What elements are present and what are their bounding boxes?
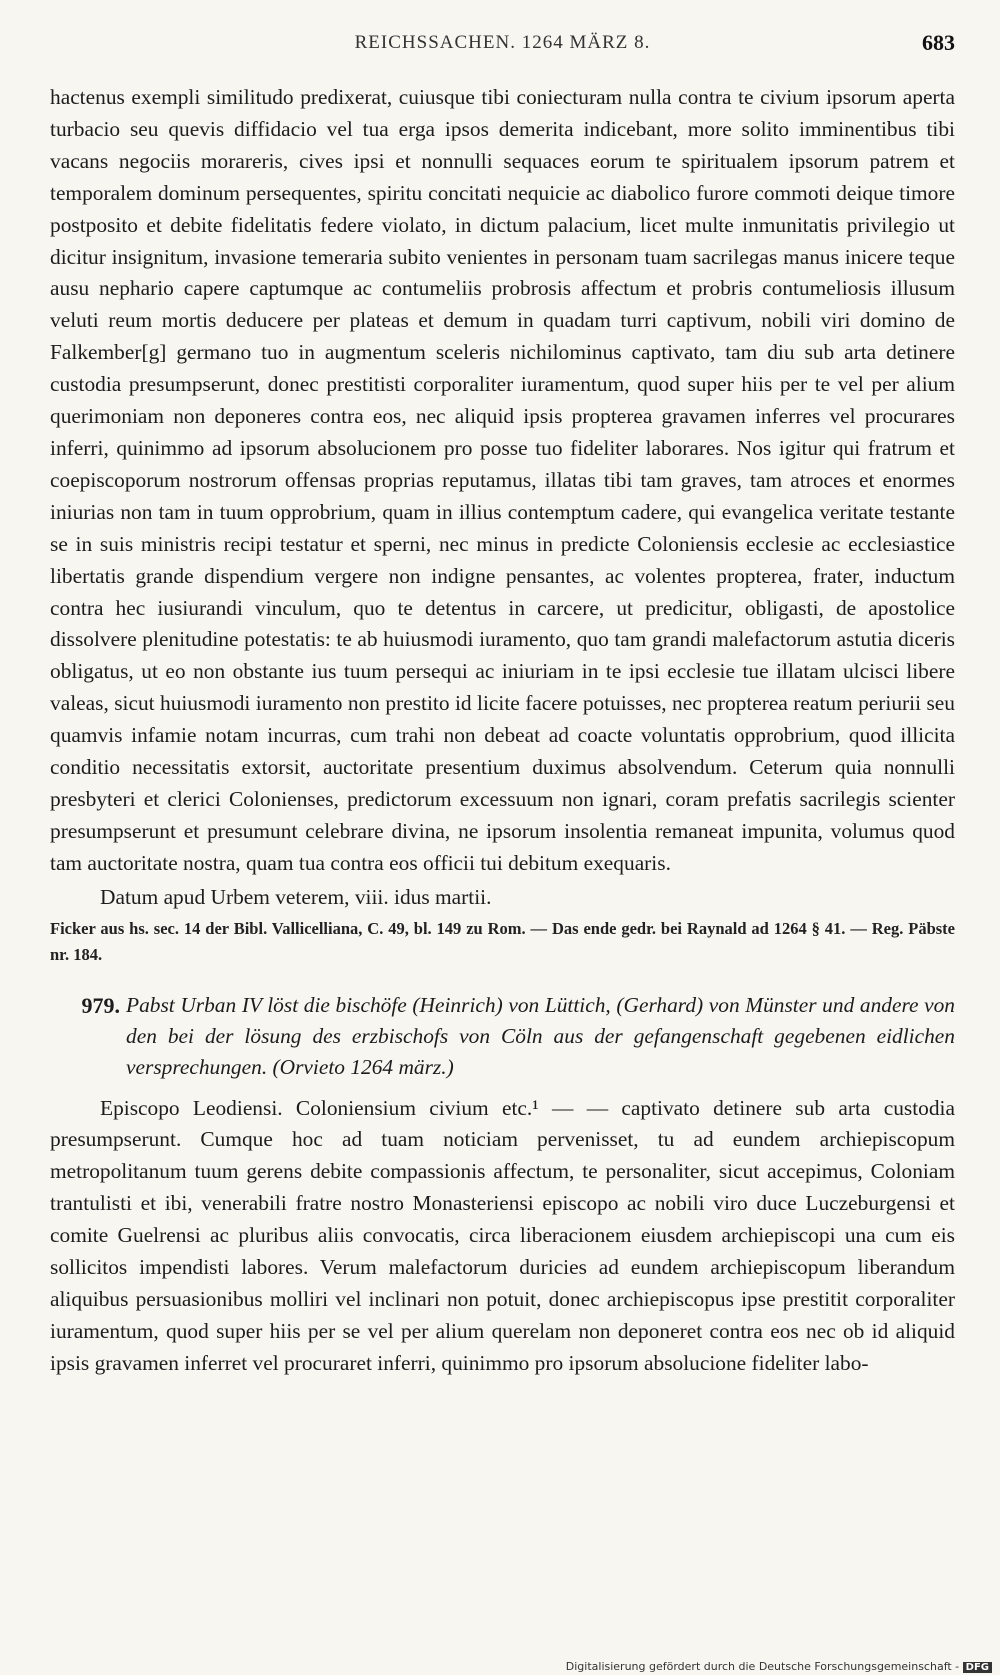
document-title: Pabst Urban IV löst die bischöfe (Heinrich) von Lüttich, (Gerhard) von Münster und andere von den bei der lösung des erzbischofs von Cöln aus der gefangenschaft gegebenen eidlichen versprechungen. (Orvieto 1264 märz.) xyxy=(126,992,955,1079)
document-978-continuation: hactenus exempli similitudo predixerat, cuiusque tibi coniecturam nulla contra te civium ipsorum aperta turbacio seu quevis diffidacio vel tua erga ipsos demerita indicebant, more solito imminentibus tibi vacans negociis morareris, cives ipsi et nonnulli sequaces eorum te spiritualem ipsorum patrem et temporalem dominum persequentes, spiritu concitati nequicie ac diabolico furore commoti deique timore postposito et debite fidelitatis federe violato, in dictum palacium, licet multe inmunitatis privilegio ut dicitur insignitum, invasione temeraria subito venientes in personam tuam sacrilegas manus inicere teque ausu nephario capere captumque ac contumeliis probrosis affectum et probris contumeliosis illusum veluti reum mortis deducere per plateas et demum in quadam turri captivum, nobili viri domino de Falkember[g] germano tuo in augmentum sceleris nichilominus captivato, tam diu sub arta detinere custodia presumpserunt, donec prestitisti corporaliter iuramentum, quod super hiis per te vel per alium querimoniam non deponeres contra eos, nec aliquid ipsis propterea gravamen inferres vel procurares inferri, quinimmo ad ipsorum absolucionem pro posse tuo fideliter laborares. Nos igitur qui fratrum et coepiscoporum nostrorum offensas proprias reputamus, illatas tibi tam graves, tam atroces et enormes iniurias non tam in tuum opprobrium, quam in illius contemptum cadere, qui evangelica veritate testante se in suis ministris recipi testatur et sperni, nec minus in predicte Coloniensis ecclesie ac ecclesiastice libertatis grande dispendium vergere non indigne pensantes, ac volentes propterea, frater, inductum contra hec iusiurandi vinculum, quo te detentus in carcere, ut predicitur, obligasti, de apostolice dissolvere plenitudine potestatis: te ab huiusmodi iuramento, quo tam grandi malefactorum astutia diceris obligatus, ut eo non obstante ius tuum persequi ac iniuriam in te ipsi ecclesie tue illatam ulcisci libere valeas, sicut huiusmodi iuramento non prestito id licite facere potuisses, nec propterea reatum periurii seu quamvis infamie notam incurras, cum trahi non debeat ad coacte voluntatis opprobrium, quod illicita conditio necessitatis extorsit, auctoritate presentium duximus absolvendum. Ceterum quia nonnulli presbyteri et clerici Colonienses, predictorum excessuum non ignari, coram prefatis sacrilegis scienter presumpserunt et presumunt celebrare divina, ne ipsorum insolentia remaneat impunita, volumus quod tam auctoritate nostra, quam tua contra eos officii tui debitum exequaris. xyxy=(50,85,955,875)
header-title: REICHSSACHEN. 1264 MÄRZ 8. xyxy=(354,32,651,53)
document-number: 979. xyxy=(81,992,120,1018)
running-header xyxy=(50,30,955,60)
dating-clause: Datum apud Urbem veterem, viii. idus martii. xyxy=(100,884,492,909)
document-page xyxy=(50,0,955,1675)
main-text xyxy=(50,82,955,1380)
source-note: Ficker aus hs. sec. 14 der Bibl. Vallicelliana, C. 49, bl. 149 zu Rom. — Das ende gedr. bei Raynald ad 1264 § 41. — Reg. Päbste nr. 184. xyxy=(50,918,955,964)
footer-text: Digitalisierung gefördert durch die Deutsche Forschungsgemeinschaft - xyxy=(565,1660,960,1673)
digitization-footer xyxy=(566,1660,992,1673)
dfg-logo: DFG xyxy=(963,1662,992,1673)
page-number: 683 xyxy=(922,30,955,55)
document-heading xyxy=(50,990,955,1083)
document-979-text: Episcopo Leodiensi. Coloniensium civium etc.¹ — — captivato detinere sub arta custodia presumpserunt. Cumque hoc ad tuam noticiam pervenisset, tu ad eundem archiepiscopum metropolitanum tuum gerens debite compassionis affectum, te personaliter, sicut accepimus, Coloniam trantulisti et ibi, venerabili fratre nostro Monasteriensi episcopo ac nobili viro duce Luczeburgensi et comite Guelrensi ac pluribus aliis convocatis, circa liberacionem eiusdem archiepiscopi una cum eis sollicitos impendisti labores. Verum malefactorum duricies ad eundem archiepiscopum liberandum aliquibus persuasionibus molliri vel inclinari non potuit, donec archiepiscopus ipse prestitit corporaliter iuramentum, quod super hiis per se vel per alium querelam non deponeret contra eos nec ob id aliquid ipsis gravamen inferret vel procuraret inferri, quinimmo pro ipsorum absolucione fideliter labo- xyxy=(50,1095,955,1375)
